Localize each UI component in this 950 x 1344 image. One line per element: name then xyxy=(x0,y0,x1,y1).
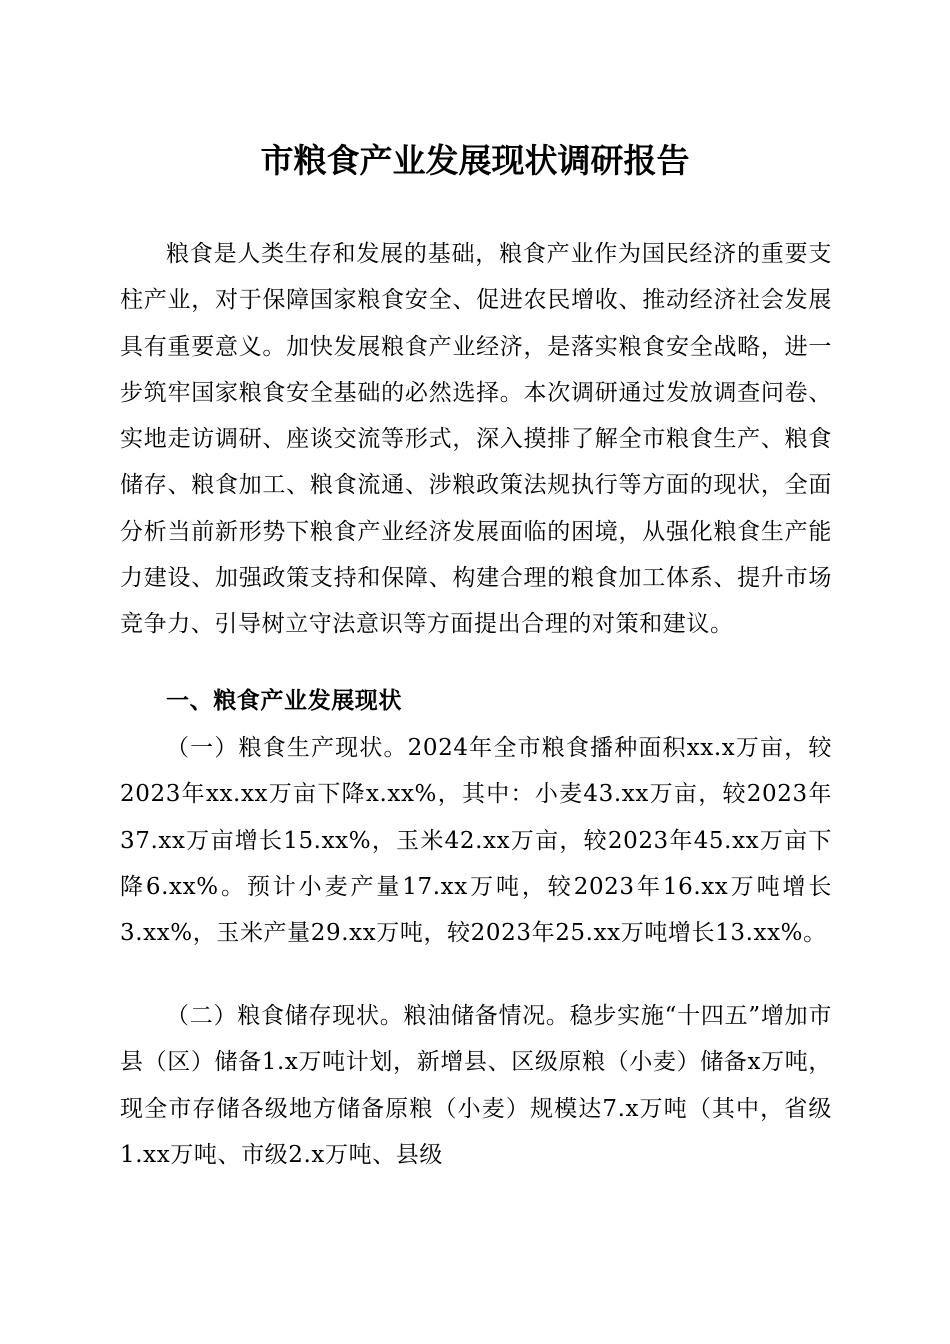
grain-storage-paragraph: （二）粮食储存现状。粮油储备情况。稳步实施“十四五”增加市县（区）储备1.x万吨计划，新增县、区级原粮（小麦）储备x万吨，现全市存储各级地方储备原粮（小麦）规模达7.x万吨（其中，省级1.xx万吨、市级2.x万吨、县级 xyxy=(120,1003,832,1168)
grain-production-paragraph: （一）粮食生产现状。2024年全市粮食播种面积xx.x万亩，较2023年xx.xx万亩下降x.xx%，其中：小麦43.xx万亩，较2023年37.xx万亩增长15.xx%，玉米42.xx万亩，较2023年45.xx万亩下降6.xx%。预计小麦产量17.xx万吨，较2023年16.xx万吨增长3.xx%，玉米产量29.xx万吨，较2023年25.xx万吨增长13.xx%。 xyxy=(120,735,832,947)
page-title: 市粮食产业发展现状调研报告 xyxy=(260,141,690,180)
intro-paragraph: 粮食是人类生存和发展的基础，粮食产业作为国民经济的重要支柱产业，对于保障国家粮食安全、促进农民增收、推动经济社会发展具有重要意义。加快发展粮食产业经济，是落实粮食安全战略，进一步筑牢国家粮食安全基础的必然选择。本次调研通过发放调查问卷、实地走访调研、座谈交流等形式，深入摸排了解全市粮食生产、粮食储存、粮食加工、粮食流通、涉粮政策法规执行等方面的现状，全面分析当前新形势下粮食产业经济发展面临的困境，从强化粮食生产能力建设、加强政策支持和保障、构建合理的粮食加工体系、提升市场竞争力、引导树立守法意识等方面提出合理的对策和建议。 xyxy=(120,241,832,638)
section-heading: 一、粮食产业发展现状 xyxy=(166,687,402,714)
